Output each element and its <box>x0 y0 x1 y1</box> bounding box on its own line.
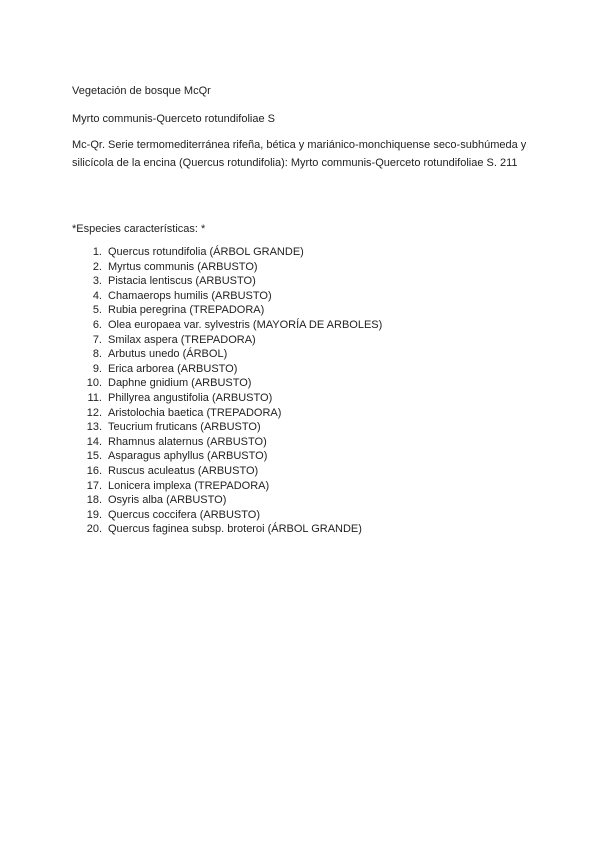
list-item <box>72 479 532 494</box>
list-item-number: 17. <box>86 479 102 492</box>
list-item-number: 15. <box>86 450 102 463</box>
list-item <box>72 289 532 304</box>
list-item-text: Quercus coccifera (ARBUSTO) <box>108 508 261 521</box>
document-title: Vegetación de bosque McQr <box>72 85 211 97</box>
list-item-text: Quercus faginea subsp. broteroi (ÁRBOL GRANDE) <box>108 523 362 536</box>
list-item-text: Lonicera implexa (TREPADORA) <box>108 479 270 492</box>
list-item-number: 11. <box>87 391 102 404</box>
list-item-number: 3. <box>92 275 102 288</box>
list-item <box>72 376 532 391</box>
list-item-number: 13. <box>86 421 102 434</box>
list-item <box>72 522 532 537</box>
document-subtitle: Myrto communis-Querceto rotundifoliae S <box>72 113 275 125</box>
list-item-number: 7. <box>92 333 102 346</box>
list-item-number: 19. <box>86 508 102 521</box>
list-item-number: 16. <box>86 464 102 477</box>
list-item-text: Erica arborea (ARBUSTO) <box>108 362 238 375</box>
list-item-text: Aristolochia baetica (TREPADORA) <box>108 406 282 419</box>
list-item <box>72 318 532 333</box>
list-item-number: 18. <box>86 494 102 507</box>
list-item-number: 14. <box>86 435 102 448</box>
species-header: *Especies características: * <box>72 223 206 235</box>
list-item-text: Daphne gnidium (ARBUSTO) <box>108 377 252 390</box>
species-list <box>72 245 532 537</box>
list-item-number: 20. <box>86 523 102 536</box>
series-description: Mc-Qr. Serie termomediterránea rifeña, bética y mariánico-monchiquense seco-subhúmeda y silicícola de la encina (Quercus rotundifolia): Myrto communis-Querceto rotundifoliae S. 211 <box>72 139 527 169</box>
list-item <box>72 435 532 450</box>
list-item <box>72 449 532 464</box>
list-item-text: Arbutus unedo (ÁRBOL) <box>108 348 228 361</box>
list-item <box>72 391 532 406</box>
list-item-number: 1. <box>92 246 102 258</box>
list-item-number: 8. <box>92 348 102 361</box>
list-item-text: Teucrium fruticans (ARBUSTO) <box>108 421 261 434</box>
list-item <box>72 464 532 479</box>
list-item-number: 2. <box>92 260 102 273</box>
list-item <box>72 260 532 275</box>
list-item <box>72 406 532 421</box>
list-item-number: 12. <box>86 406 102 419</box>
list-item <box>72 420 532 435</box>
list-item <box>72 347 532 362</box>
list-item <box>72 508 532 523</box>
list-item-number: 5. <box>92 304 102 317</box>
list-item <box>72 245 532 260</box>
list-item-text: Rubia peregrina (TREPADORA) <box>108 304 265 317</box>
list-item-number: 9. <box>92 362 102 375</box>
list-item-text: Osyris alba (ARBUSTO) <box>108 494 227 507</box>
list-item <box>72 493 532 508</box>
list-item-number: 10. <box>86 377 102 390</box>
list-item <box>72 333 532 348</box>
list-item-number: 4. <box>92 289 102 302</box>
list-item-number: 6. <box>92 318 102 331</box>
list-item <box>72 362 532 377</box>
list-item-text: Rhamnus alaternus (ARBUSTO) <box>108 435 267 448</box>
list-item-text: Pistacia lentiscus (ARBUSTO) <box>108 275 256 288</box>
list-item-text: Asparagus aphyllus (ARBUSTO) <box>108 450 268 463</box>
list-item-text: Myrtus communis (ARBUSTO) <box>108 260 258 273</box>
list-item <box>72 274 532 289</box>
list-item-text: Olea europaea var. sylvestris (MAYORÍA DE ARBOLES) <box>108 318 383 331</box>
list-item-text: Chamaerops humilis (ARBUSTO) <box>108 289 272 302</box>
list-item-text: Ruscus aculeatus (ARBUSTO) <box>108 464 259 477</box>
list-item <box>72 303 532 318</box>
list-item-text: Quercus rotundifolia (ÁRBOL GRANDE) <box>108 246 304 258</box>
list-item-text: Smilax aspera (TREPADORA) <box>108 333 256 346</box>
list-item-text: Phillyrea angustifolia (ARBUSTO) <box>108 391 273 404</box>
